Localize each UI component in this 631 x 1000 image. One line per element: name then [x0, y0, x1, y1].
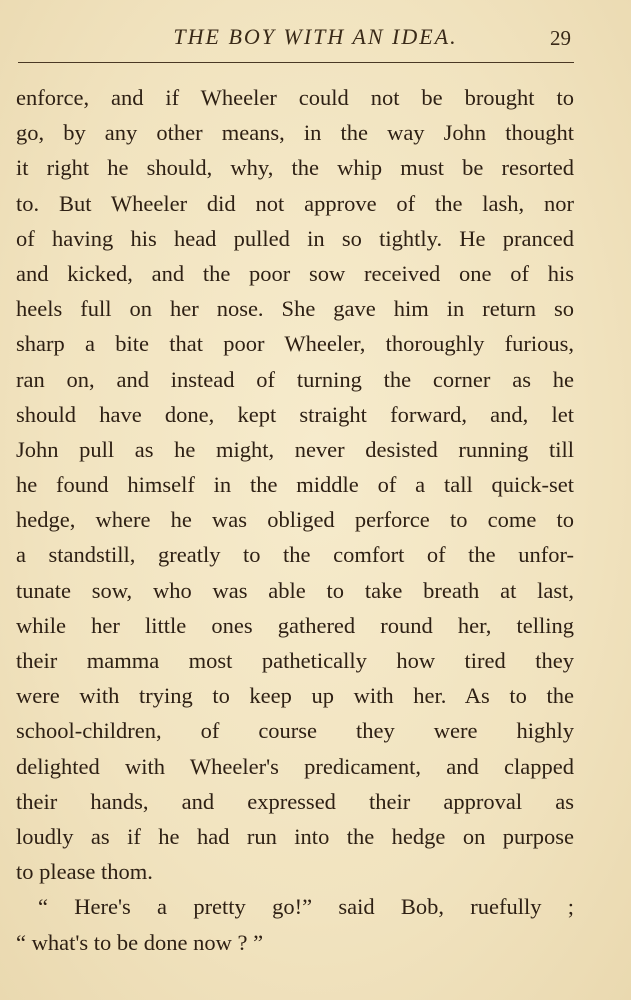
running-head-title: THE BOY WITH AN IDEA. — [173, 24, 458, 49]
text-line: “ what's to be done now ? ” — [16, 929, 264, 955]
text-line: he found himself in the middle of a tall quick-set — [16, 472, 574, 498]
page-number: 29 — [550, 26, 571, 50]
text-line: ran on, and instead of turning the corner as he — [16, 366, 574, 392]
text-line: a standstill, greatly to the comfort of the unfor- — [16, 542, 574, 568]
text-line: loudly as if he had run into the hedge on purpose — [16, 823, 574, 849]
text-line: school-children, of course they were highly — [16, 718, 574, 744]
header-rule — [18, 62, 574, 63]
text-line: go, by any other means, in the way John thought — [16, 120, 574, 146]
text-line: of having his head pulled in so tightly. He pranced — [16, 225, 574, 251]
text-line: tunate sow, who was able to take breath at last, — [16, 577, 574, 603]
text-line: to please thom. — [16, 859, 153, 885]
text-line: sharp a bite that poor Wheeler, thoroughly furious, — [16, 331, 574, 357]
text-line: it right he should, why, the whip must be resorted — [16, 155, 574, 181]
text-line: “ Here's a pretty go!” said Bob, ruefully ; — [38, 894, 574, 920]
text-line: their mamma most pathetically how tired they — [16, 648, 574, 673]
text-line: heels full on her nose. She gave him in return so — [16, 296, 574, 322]
body-text — [16, 80, 574, 960]
text-line: enforce, and if Wheeler could not be brought to — [16, 85, 574, 110]
text-line: were with trying to keep up with her. As to the — [16, 683, 574, 709]
text-line: to. But Wheeler did not approve of the lash, nor — [16, 190, 574, 216]
text-line: hedge, where he was obliged perforce to come to — [16, 507, 574, 533]
text-line: John pull as he might, never desisted running till — [16, 436, 574, 462]
text-line: should have done, kept straight forward, and, let — [16, 401, 574, 427]
text-line: delighted with Wheeler's predicament, and clapped — [16, 753, 574, 779]
text-line: and kicked, and the poor sow received one of his — [16, 260, 574, 286]
running-head — [0, 22, 631, 56]
text-line: while her little ones gathered round her, telling — [16, 612, 574, 638]
text-line: their hands, and expressed their approval as — [16, 788, 574, 814]
